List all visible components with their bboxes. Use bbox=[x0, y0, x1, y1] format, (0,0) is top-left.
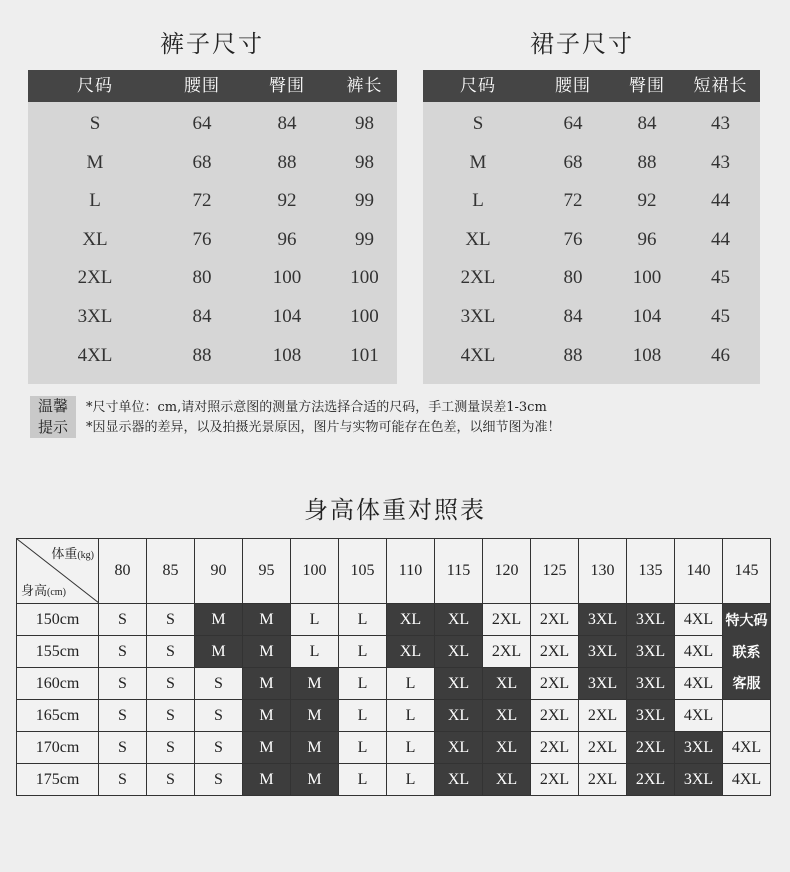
size-cell: 3XL bbox=[675, 764, 723, 796]
size-cell: S bbox=[99, 764, 147, 796]
corner-height-label: 身高(cm) bbox=[21, 583, 66, 598]
skirt-table-cell: L bbox=[472, 190, 484, 212]
pants-size-title: 裤子尺寸 bbox=[160, 30, 264, 58]
skirt-table-cell: 76 bbox=[563, 228, 583, 250]
size-cell: L bbox=[339, 636, 387, 668]
skirt-table-cell: 88 bbox=[563, 344, 583, 366]
pants-table-cell: 88 bbox=[192, 344, 212, 366]
skirt-table-cell: 96 bbox=[637, 228, 657, 250]
pants-table-cell: S bbox=[89, 113, 101, 134]
size-cell: 2XL bbox=[483, 636, 531, 668]
size-cell: 3XL bbox=[627, 668, 675, 700]
pants-table-cell: 88 bbox=[277, 151, 297, 173]
height-row bbox=[17, 604, 771, 636]
pants-table-row bbox=[28, 337, 397, 376]
pants-table-cell: 68 bbox=[192, 151, 212, 173]
skirt-table-cell: 72 bbox=[563, 190, 583, 212]
size-cell: L bbox=[387, 668, 435, 700]
height-label-cell: 160cm bbox=[17, 668, 99, 700]
pants-table-row bbox=[28, 144, 397, 183]
skirt-table-row bbox=[423, 298, 760, 337]
skirt-table-row bbox=[423, 221, 760, 260]
pants-table-cell: 101 bbox=[350, 344, 379, 366]
weight-header-cell: 95 bbox=[243, 539, 291, 604]
size-cell: S bbox=[99, 604, 147, 636]
weight-header-cell: 85 bbox=[147, 539, 195, 604]
corner-weight-label: 体重(kg) bbox=[51, 546, 94, 561]
skirt-header-cell: 腰围 bbox=[555, 76, 591, 96]
pants-table-row bbox=[28, 182, 397, 221]
skirt-header-cell: 尺码 bbox=[460, 76, 496, 96]
skirt-table-row bbox=[423, 182, 760, 221]
skirt-table-cell: 46 bbox=[711, 344, 730, 366]
skirt-table-row bbox=[423, 259, 760, 298]
size-cell: M bbox=[243, 604, 291, 636]
size-cell: 2XL bbox=[531, 700, 579, 732]
height-row bbox=[17, 732, 771, 764]
pants-table-cell: 64 bbox=[192, 113, 212, 134]
size-cell: S bbox=[147, 668, 195, 700]
size-cell: M bbox=[291, 732, 339, 764]
size-cell: 2XL bbox=[531, 636, 579, 668]
size-cell: L bbox=[339, 604, 387, 636]
tips-label-line1: 温馨 bbox=[37, 397, 68, 415]
pants-table-cell: 84 bbox=[277, 113, 297, 134]
pants-table-cell: 108 bbox=[272, 344, 302, 366]
skirt-table-cell: S bbox=[472, 113, 484, 134]
skirt-table-cell: 100 bbox=[632, 267, 662, 289]
weight-header-cell: 90 bbox=[195, 539, 243, 604]
tip-line-1: *尺寸单位：cm,请对照示意图的测量方法选择合适的尺码，手工测量误差1-3cm bbox=[86, 400, 547, 415]
pants-table-body bbox=[28, 102, 397, 375]
size-cell: L bbox=[387, 700, 435, 732]
size-cell: M bbox=[291, 764, 339, 796]
size-cell: 4XL bbox=[675, 668, 723, 700]
size-cell: 2XL bbox=[579, 700, 627, 732]
pants-table-cell: 100 bbox=[350, 267, 379, 289]
skirt-table-cell: 80 bbox=[563, 267, 583, 289]
weight-header-cell: 130 bbox=[579, 539, 627, 604]
size-cell: 3XL bbox=[579, 604, 627, 636]
size-cell: 4XL bbox=[675, 604, 723, 636]
size-cell: 4XL bbox=[723, 764, 771, 796]
contact-service-note: 联系 bbox=[723, 636, 771, 668]
size-cell: 2XL bbox=[483, 604, 531, 636]
size-cell: XL bbox=[483, 668, 531, 700]
contact-service-note: 客服 bbox=[723, 668, 771, 700]
size-cell: 3XL bbox=[579, 636, 627, 668]
size-cell bbox=[723, 700, 771, 732]
size-cell: M bbox=[291, 700, 339, 732]
size-cell: S bbox=[195, 700, 243, 732]
skirt-table-cell: 64 bbox=[563, 113, 583, 134]
pants-table-row bbox=[28, 259, 397, 298]
pants-table-cell: XL bbox=[82, 228, 108, 250]
pants-header-cell: 腰围 bbox=[184, 76, 220, 96]
weight-header-cell: 100 bbox=[291, 539, 339, 604]
pants-table-cell: 100 bbox=[272, 267, 302, 289]
pants-table-cell: 92 bbox=[277, 190, 297, 212]
pants-table-cell: 80 bbox=[192, 267, 212, 289]
size-cell: XL bbox=[387, 636, 435, 668]
skirt-table-cell: 88 bbox=[637, 151, 657, 173]
size-cell: S bbox=[195, 732, 243, 764]
weight-header-row bbox=[17, 539, 771, 604]
size-cell: 2XL bbox=[531, 668, 579, 700]
skirt-table-cell: 43 bbox=[711, 113, 730, 134]
size-cell: XL bbox=[483, 700, 531, 732]
height-label-cell: 165cm bbox=[17, 700, 99, 732]
size-cell: S bbox=[147, 732, 195, 764]
weight-header-cell: 110 bbox=[387, 539, 435, 604]
height-label-cell: 170cm bbox=[17, 732, 99, 764]
size-cell: S bbox=[99, 700, 147, 732]
tips-label bbox=[30, 396, 76, 438]
weight-header-cell: 140 bbox=[675, 539, 723, 604]
weight-header-cell: 145 bbox=[723, 539, 771, 604]
size-cell: M bbox=[243, 764, 291, 796]
pants-table-cell: 99 bbox=[355, 228, 374, 250]
size-cell: XL bbox=[435, 604, 483, 636]
pants-table-cell: 3XL bbox=[77, 305, 113, 327]
pants-table-cell: 99 bbox=[355, 190, 374, 212]
size-cell: L bbox=[291, 604, 339, 636]
size-cell: L bbox=[339, 732, 387, 764]
size-cell: 2XL bbox=[579, 764, 627, 796]
pants-table-cell: 2XL bbox=[77, 267, 113, 289]
size-cell: S bbox=[147, 764, 195, 796]
height-row bbox=[17, 764, 771, 796]
skirt-header-cell: 短裙长 bbox=[693, 76, 748, 96]
pants-header-cell: 裤长 bbox=[346, 76, 383, 96]
size-cell: S bbox=[99, 668, 147, 700]
skirt-table-cell: 68 bbox=[563, 151, 583, 173]
size-cell: S bbox=[195, 764, 243, 796]
skirt-table-cell: 45 bbox=[711, 267, 730, 289]
height-row bbox=[17, 668, 771, 700]
size-cell: S bbox=[99, 636, 147, 668]
size-cell: M bbox=[243, 700, 291, 732]
pants-table-header bbox=[28, 70, 397, 102]
height-row bbox=[17, 636, 771, 668]
pants-header-cell: 臀围 bbox=[269, 76, 305, 96]
size-cell: L bbox=[387, 764, 435, 796]
size-cell: M bbox=[243, 668, 291, 700]
size-cell: M bbox=[195, 604, 243, 636]
skirt-table-cell: 104 bbox=[632, 305, 662, 327]
height-weight-table bbox=[16, 538, 771, 796]
size-cell: 2XL bbox=[531, 732, 579, 764]
contact-service-note: 特大码 bbox=[723, 604, 771, 636]
pants-table-cell: 98 bbox=[355, 151, 374, 173]
size-cell: M bbox=[195, 636, 243, 668]
size-cell: L bbox=[339, 700, 387, 732]
skirt-size-title: 裙子尺寸 bbox=[530, 30, 634, 58]
skirt-table-cell: M bbox=[469, 151, 487, 173]
size-cell: S bbox=[195, 668, 243, 700]
size-cell: 3XL bbox=[627, 700, 675, 732]
height-label-cell: 155cm bbox=[17, 636, 99, 668]
height-label-cell: 150cm bbox=[17, 604, 99, 636]
pants-table-row bbox=[28, 105, 397, 144]
size-cell: M bbox=[291, 668, 339, 700]
size-cell: 3XL bbox=[627, 604, 675, 636]
size-cell: M bbox=[243, 732, 291, 764]
skirt-table-row bbox=[423, 144, 760, 183]
tips-text bbox=[86, 398, 561, 438]
pants-table-cell: 76 bbox=[192, 228, 212, 250]
skirt-table-cell: 3XL bbox=[460, 305, 496, 327]
pants-table-cell: 96 bbox=[277, 228, 297, 250]
size-cell: S bbox=[147, 700, 195, 732]
size-cell: XL bbox=[435, 668, 483, 700]
skirt-table-cell: 44 bbox=[711, 228, 730, 250]
pants-table-cell: 72 bbox=[192, 190, 212, 212]
weight-header-cell: 135 bbox=[627, 539, 675, 604]
skirt-table-body bbox=[423, 102, 760, 375]
skirt-table-cell: XL bbox=[465, 228, 491, 250]
size-cell: S bbox=[147, 604, 195, 636]
skirt-table-cell: 108 bbox=[632, 344, 662, 366]
pants-table-cell: 104 bbox=[272, 305, 302, 327]
size-cell: 3XL bbox=[675, 732, 723, 764]
height-row bbox=[17, 700, 771, 732]
pants-table-cell: 4XL bbox=[77, 344, 113, 366]
size-cell: XL bbox=[387, 604, 435, 636]
size-cell: S bbox=[147, 636, 195, 668]
size-cell: 4XL bbox=[723, 732, 771, 764]
size-cell: 4XL bbox=[675, 700, 723, 732]
weight-header-cell: 105 bbox=[339, 539, 387, 604]
size-cell: L bbox=[387, 732, 435, 764]
pants-table-cell: 84 bbox=[192, 305, 212, 327]
skirt-table-cell: 92 bbox=[637, 190, 657, 212]
size-cell: 2XL bbox=[531, 764, 579, 796]
height-label-cell: 175cm bbox=[17, 764, 99, 796]
pants-table-cell: L bbox=[89, 190, 101, 212]
size-cell: 4XL bbox=[675, 636, 723, 668]
pants-table-row bbox=[28, 298, 397, 337]
skirt-table-row bbox=[423, 105, 760, 144]
skirt-size-table bbox=[423, 70, 760, 384]
size-cell: L bbox=[291, 636, 339, 668]
pants-table-row bbox=[28, 221, 397, 260]
tips-label-line2: 提示 bbox=[37, 418, 68, 436]
size-cell: 2XL bbox=[579, 732, 627, 764]
size-cell: 2XL bbox=[531, 604, 579, 636]
pants-size-table bbox=[28, 70, 397, 384]
size-cell: 2XL bbox=[627, 732, 675, 764]
size-cell: M bbox=[243, 636, 291, 668]
skirt-header-cell: 臀围 bbox=[629, 76, 665, 96]
pants-table-cell: M bbox=[86, 151, 104, 173]
size-cell: 3XL bbox=[627, 636, 675, 668]
pants-table-cell: 98 bbox=[355, 113, 374, 134]
tip-line-2: *因显示器的差异，以及拍摄光景原因，图片与实物可能存在色差，以细节图为准！ bbox=[86, 420, 561, 435]
size-cell: S bbox=[99, 732, 147, 764]
skirt-table-cell: 84 bbox=[637, 113, 657, 134]
size-cell: 3XL bbox=[579, 668, 627, 700]
skirt-table-cell: 4XL bbox=[460, 344, 496, 366]
size-cell: XL bbox=[435, 732, 483, 764]
weight-header-cell: 80 bbox=[99, 539, 147, 604]
size-cell: XL bbox=[435, 636, 483, 668]
size-cell: L bbox=[339, 668, 387, 700]
size-cell: L bbox=[339, 764, 387, 796]
corner-cell bbox=[17, 539, 99, 604]
skirt-table-cell: 2XL bbox=[460, 267, 496, 289]
weight-header-cell: 120 bbox=[483, 539, 531, 604]
pants-table-cell: 100 bbox=[350, 305, 379, 327]
weight-header-cell: 125 bbox=[531, 539, 579, 604]
size-cell: XL bbox=[483, 732, 531, 764]
size-cell: 2XL bbox=[627, 764, 675, 796]
skirt-table-cell: 43 bbox=[711, 151, 730, 173]
weight-header-cell: 115 bbox=[435, 539, 483, 604]
skirt-table-cell: 44 bbox=[711, 190, 730, 212]
skirt-table-cell: 84 bbox=[563, 305, 583, 327]
skirt-table-header bbox=[423, 70, 760, 102]
size-cell: XL bbox=[435, 764, 483, 796]
pants-header-cell: 尺码 bbox=[77, 76, 113, 96]
size-cell: XL bbox=[483, 764, 531, 796]
skirt-table-row bbox=[423, 337, 760, 376]
height-weight-title: 身高体重对照表 bbox=[304, 496, 486, 524]
skirt-table-cell: 45 bbox=[711, 305, 730, 327]
size-cell: XL bbox=[435, 700, 483, 732]
